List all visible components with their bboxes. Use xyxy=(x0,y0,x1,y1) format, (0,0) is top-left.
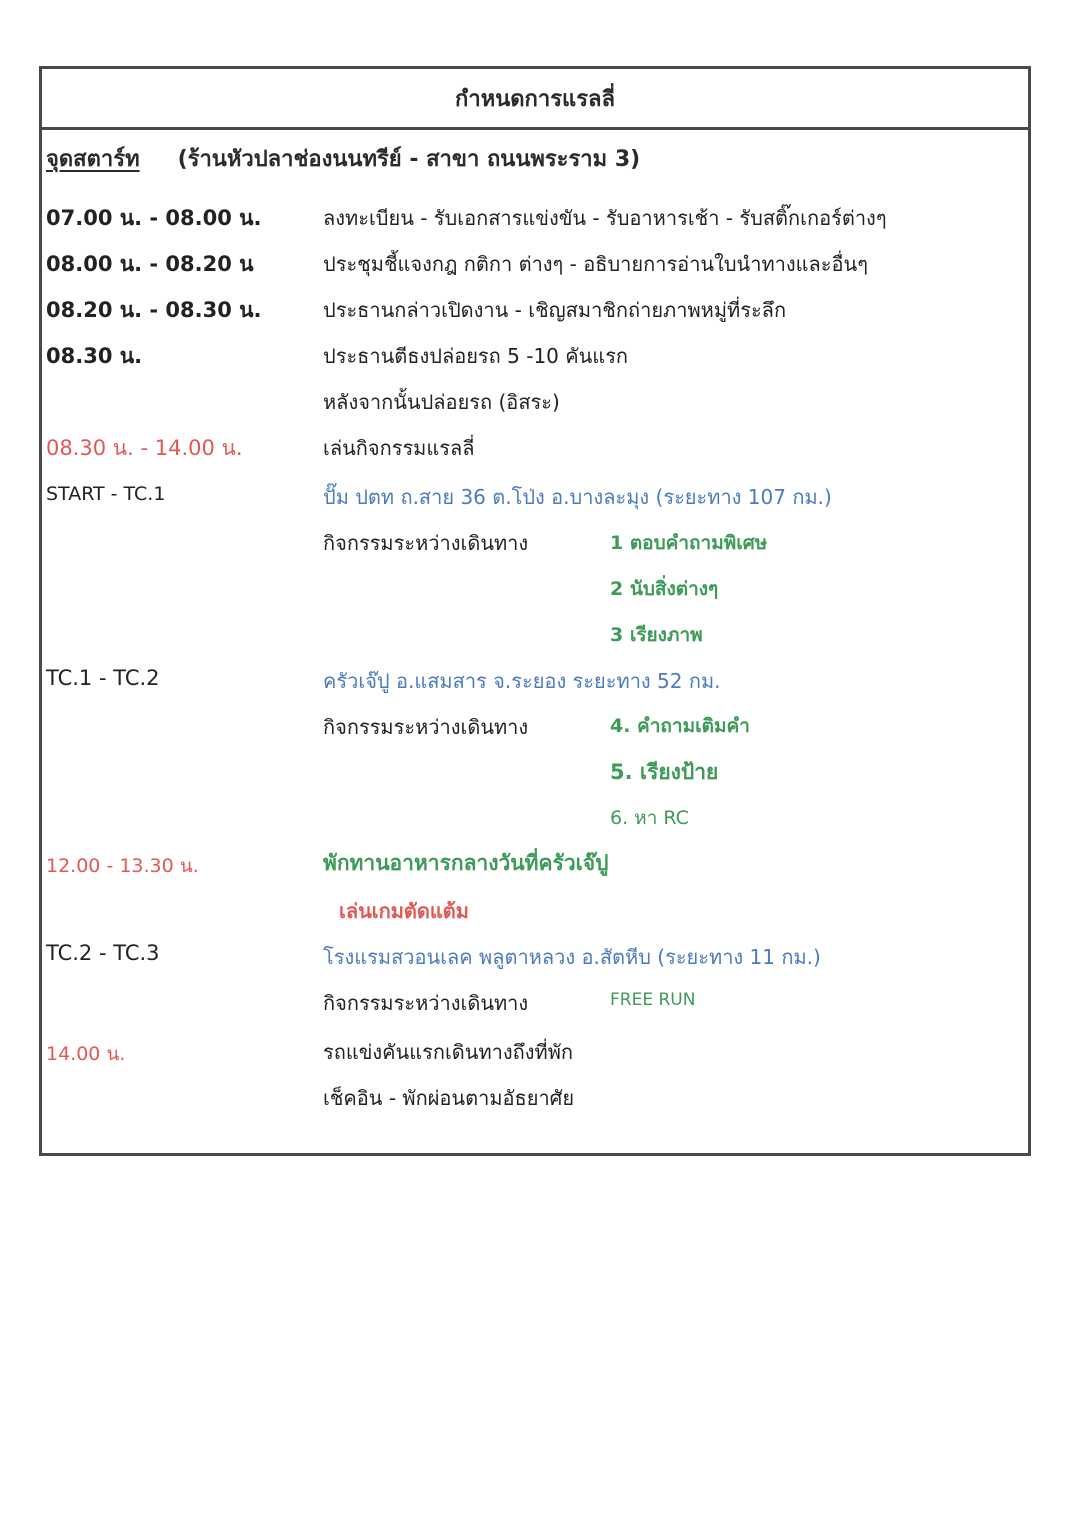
leg2-activity-3: 6. หา RC xyxy=(610,807,689,829)
leg2-place: ครัวเจ๊ปู อ.แสมสาร จ.ระยอง ระยะทาง 52 กม. xyxy=(323,669,721,693)
leg1-label: START - TC.1 xyxy=(46,483,166,505)
leg1-activity-label: กิจกรรมระหว่างเดินทาง xyxy=(323,531,529,555)
lunch-time: 12.00 - 13.30 น. xyxy=(46,855,199,877)
lunch-desc: พักทานอาหารกลางวันที่ครัวเจ๊ปู xyxy=(323,851,609,875)
schedule-time-6: 08.30 น. - 14.00 น. xyxy=(46,436,243,460)
start-point-line xyxy=(46,141,640,176)
schedule-frame xyxy=(39,66,1031,1156)
leg2-label: TC.1 - TC.2 xyxy=(46,666,160,690)
finish-time: 14.00 น. xyxy=(46,1043,126,1065)
leg1-place: ปั๊ม ปตท ถ.สาย 36 ต.โป่ง อ.บางละมุง (ระยะทาง 107 กม.) xyxy=(323,485,832,509)
schedule-desc-5: หลังจากนั้นปล่อยรถ (อิสระ) xyxy=(323,390,560,414)
start-point-label: จุดสตาร์ท xyxy=(46,147,140,172)
schedule-desc-1: ลงทะเบียน - รับเอกสารแข่งขัน - รับอาหารเช้า - รับสติ๊กเกอร์ต่างๆ xyxy=(323,206,887,230)
leg3-place: โรงแรมสวอนเลค พลูตาหลวง อ.สัตหีบ (ระยะทาง 11 กม.) xyxy=(323,945,821,969)
page-title: กำหนดการแรลลี่ xyxy=(42,69,1028,130)
schedule-time-2: 08.00 น. - 08.20 น xyxy=(46,252,254,276)
schedule-time-4: 08.30 น. xyxy=(46,344,143,368)
leg1-activity-1: 1 ตอบคำถามพิเศษ xyxy=(610,532,768,554)
leg3-activity: FREE RUN xyxy=(610,990,696,1010)
start-point-place: (ร้านหัวปลาช่องนนทรีย์ - สาขา ถนนพระราม 3) xyxy=(177,147,641,172)
schedule-desc-6: เล่นกิจกรรมแรลลี่ xyxy=(323,436,475,460)
leg1-activity-2: 2 นับสิ่งต่างๆ xyxy=(610,578,719,600)
schedule-desc-3: ประธานกล่าวเปิดงาน - เชิญสมาชิกถ่ายภาพหมู่ที่ระลึก xyxy=(323,298,787,322)
leg2-activity-label: กิจกรรมระหว่างเดินทาง xyxy=(323,715,529,739)
leg1-activity-3: 3 เรียงภาพ xyxy=(610,624,703,646)
leg2-activity-2: 5. เรียงป้าย xyxy=(610,760,719,784)
leg3-activity-label: กิจกรรมระหว่างเดินทาง xyxy=(323,991,529,1015)
schedule-desc-2: ประชุมชี้แจงกฎ กติกา ต่างๆ - อธิบายการอ่านใบนำทางและอื่นๆ xyxy=(323,252,868,276)
schedule-time-1: 07.00 น. - 08.00 น. xyxy=(46,206,262,230)
leg2-activity-1: 4. คำถามเติมคำ xyxy=(610,715,750,737)
lunch-game: เล่นเกมตัดแต้ม xyxy=(339,899,469,923)
finish-desc-2: เช็คอิน - พักผ่อนตามอัธยาศัย xyxy=(323,1086,575,1110)
schedule-time-3: 08.20 น. - 08.30 น. xyxy=(46,298,262,322)
finish-desc: รถแข่งคันแรกเดินทางถึงที่พัก xyxy=(323,1040,573,1064)
leg3-label: TC.2 - TC.3 xyxy=(46,941,160,965)
schedule-desc-4: ประธานตีธงปล่อยรถ 5 -10 คันแรก xyxy=(323,344,629,368)
